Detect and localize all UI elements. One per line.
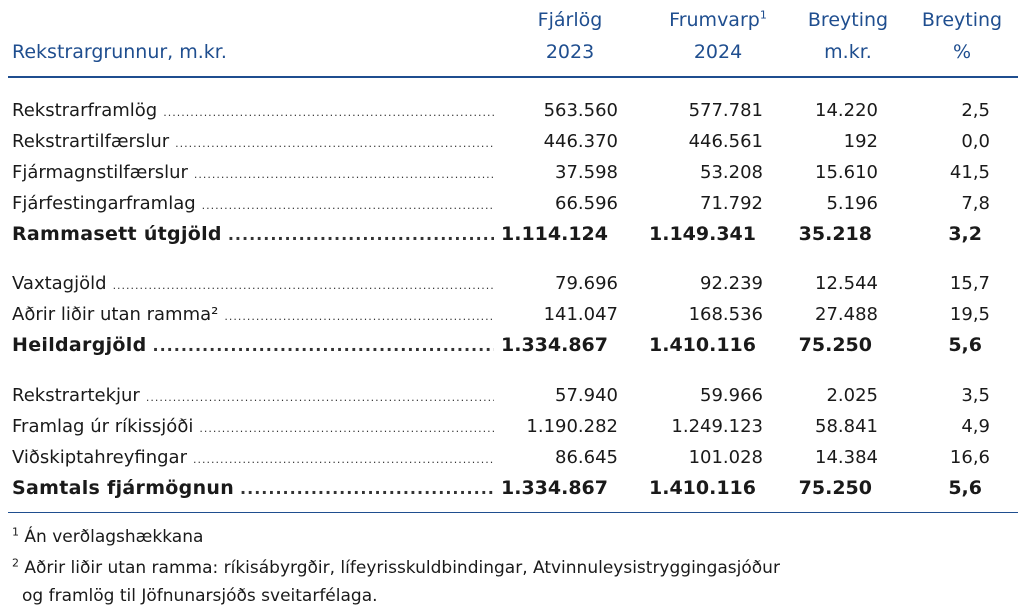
total-row [0, 473, 1024, 504]
footnote-2-continuation: og framlög til Jöfnunarsjóðs sveitarfélaga. [22, 586, 378, 606]
table-row [0, 380, 1024, 411]
table-row [0, 411, 1024, 442]
cell-fjarlog-2023: 86.645 [555, 447, 618, 468]
cell-breyting-mkr: 14.220 [815, 100, 878, 121]
leader-dots [193, 442, 494, 473]
table-row [0, 126, 1024, 157]
subtotal-row [0, 330, 1024, 361]
cell-fjarlog-2023: 141.047 [543, 304, 618, 325]
cell-fjarlog-2023: 37.598 [555, 162, 618, 183]
cell-frumvarp-2024: 168.536 [688, 304, 763, 325]
table-header [0, 0, 1024, 76]
col-header-breyting-pct [912, 4, 1012, 68]
cell-breyting-pct: 0,0 [961, 131, 990, 152]
table-row [0, 299, 1024, 330]
table-row [0, 188, 1024, 219]
cell-fjarlog-2023: 563.560 [543, 100, 618, 121]
leader-dots [146, 380, 494, 411]
cell-breyting-mkr: 12.544 [815, 273, 878, 294]
leader-dots [199, 411, 494, 442]
row-label: Fjárfestingarframlag [12, 193, 196, 214]
cell-breyting-pct: 16,6 [949, 447, 990, 468]
header-divider [8, 76, 1018, 78]
cell-breyting-mkr: 75.250 [798, 334, 872, 356]
cell-breyting-mkr: 35.218 [798, 223, 872, 245]
cell-fjarlog-2023: 66.596 [555, 193, 618, 214]
cell-frumvarp-2024: 101.028 [688, 447, 763, 468]
row-label: Aðrir liðir utan ramma² [12, 304, 219, 325]
row-label: Rekstrartilfærslur [12, 131, 170, 152]
row-label: Heildargjöld [12, 334, 147, 356]
col-header-breyting-mkr-line2: m.kr. [824, 41, 872, 63]
row-label: Rekstrartekjur [12, 385, 140, 406]
table-title: Rekstrargrunnur, m.kr. [12, 41, 227, 63]
col-header-frumvarp-line2: 2024 [693, 41, 743, 63]
cell-breyting-pct: 15,7 [949, 273, 990, 294]
cell-frumvarp-2024: 53.208 [700, 162, 763, 183]
cell-breyting-mkr: 58.841 [815, 416, 878, 437]
cell-breyting-pct: 19,5 [949, 304, 990, 325]
cell-breyting-mkr: 5.196 [826, 193, 878, 214]
subtotal-row [0, 219, 1024, 250]
leader-dots [228, 219, 494, 250]
footnote-1-mark: 1 [12, 525, 19, 539]
cell-breyting-pct: 2,5 [961, 100, 990, 121]
cell-fjarlog-2023: 1.190.282 [526, 416, 618, 437]
cell-frumvarp-2024: 577.781 [688, 100, 763, 121]
row-label: Rammasett útgjöld [12, 223, 222, 245]
cell-breyting-pct: 7,8 [961, 193, 990, 214]
leader-dots [153, 330, 495, 361]
cell-frumvarp-2024: 1.410.116 [649, 334, 756, 356]
cell-fjarlog-2023: 1.114.124 [501, 223, 608, 245]
col-header-breyting-pct-line2: % [952, 41, 972, 63]
cell-breyting-mkr: 14.384 [815, 447, 878, 468]
cell-frumvarp-2024: 92.239 [700, 273, 763, 294]
col-header-fjarlog-line1: Fjárlög [537, 9, 603, 31]
table-row [0, 157, 1024, 188]
leader-dots [194, 157, 494, 188]
cell-breyting-pct: 5,6 [948, 334, 982, 356]
cell-fjarlog-2023: 57.940 [555, 385, 618, 406]
footnote-2-text: Aðrir liðir utan ramma: ríkisábyrgðir, lífeyrisskuldbindingar, Atvinnuleysistryggingasjóður [24, 558, 780, 578]
cell-fjarlog-2023: 446.370 [543, 131, 618, 152]
row-label: Samtals fjármögnun [12, 477, 235, 499]
cell-breyting-pct: 4,9 [961, 416, 990, 437]
row-label: Fjármagnstilfærslur [12, 162, 188, 183]
col-header-breyting-mkr-line1: Breyting [807, 9, 889, 31]
cell-breyting-pct: 41,5 [949, 162, 990, 183]
footnote-1-text: Án verðlagshækkana [24, 527, 204, 547]
cell-breyting-mkr: 75.250 [798, 477, 872, 499]
col-header-frumvarp-line1: Frumvarp [669, 9, 760, 31]
leader-dots [163, 95, 494, 126]
cell-breyting-mkr: 2.025 [826, 385, 878, 406]
cell-frumvarp-2024: 1.149.341 [649, 223, 756, 245]
leader-dots [202, 188, 494, 219]
row-label: Framlag úr ríkissjóði [12, 416, 194, 437]
cell-breyting-pct: 3,5 [961, 385, 990, 406]
leader-dots [113, 268, 494, 299]
cell-frumvarp-2024: 71.792 [700, 193, 763, 214]
cell-fjarlog-2023: 1.334.867 [501, 477, 608, 499]
cell-breyting-mkr: 15.610 [815, 162, 878, 183]
cell-breyting-mkr: 27.488 [815, 304, 878, 325]
footnote-1 [12, 524, 203, 550]
col-header-fjarlog [522, 4, 618, 68]
col-header-frumvarp [658, 4, 778, 68]
col-header-frumvarp-footnote-mark: 1 [759, 8, 767, 22]
cell-frumvarp-2024: 1.410.116 [649, 477, 756, 499]
leader-dots [240, 473, 494, 504]
leader-dots [175, 126, 494, 157]
cell-frumvarp-2024: 59.966 [700, 385, 763, 406]
cell-breyting-mkr: 192 [843, 131, 878, 152]
cell-frumvarp-2024: 1.249.123 [671, 416, 763, 437]
cell-frumvarp-2024: 446.561 [688, 131, 763, 152]
table-row [0, 442, 1024, 473]
row-label: Vaxtagjöld [12, 273, 107, 294]
footnote-divider [8, 512, 1018, 513]
cell-breyting-pct: 3,2 [948, 223, 982, 245]
col-header-breyting-mkr [798, 4, 898, 68]
row-label: Rekstrarframlög [12, 100, 158, 121]
cell-fjarlog-2023: 1.334.867 [501, 334, 608, 356]
footnote-2-mark: 2 [12, 556, 19, 570]
leader-dots [224, 299, 494, 330]
row-label: Viðskiptahreyfingar [12, 447, 187, 468]
col-header-fjarlog-line2: 2023 [545, 41, 595, 63]
footnote-2 [12, 555, 780, 581]
col-header-breyting-pct-line1: Breyting [921, 9, 1003, 31]
table-row [0, 268, 1024, 299]
cell-fjarlog-2023: 79.696 [555, 273, 618, 294]
cell-breyting-pct: 5,6 [948, 477, 982, 499]
table-row [0, 95, 1024, 126]
